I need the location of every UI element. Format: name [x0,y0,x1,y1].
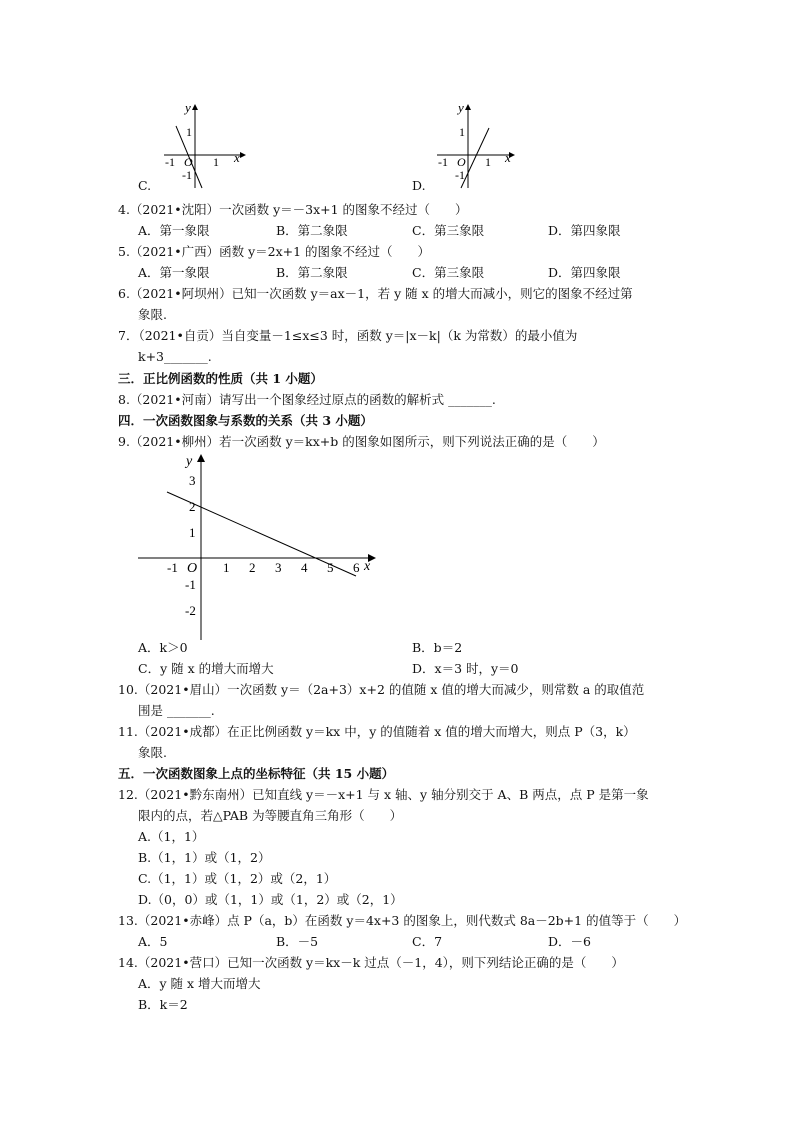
graph-q9-xtick-label: -1 [167,560,178,575]
graph-c-tick-neg1x: -1 [165,155,175,169]
graph-d-tick-neg1y: -1 [455,168,465,182]
section-4-heading: 四．一次函数图象与系数的关系（共 3 小题） [118,413,373,428]
q13-option-c: C．7 [412,934,443,949]
q9-option-b: B．b＝2 [412,640,463,655]
q7-line2: k+3_______. [138,349,212,364]
graph-q9-origin: O [187,561,198,576]
section-5-heading: 五．一次函数图象上点的坐标特征（共 15 小题） [118,766,395,781]
q11-line1: 11.（2021•成都）在正比例函数 y＝kx 中，y 的值随着 x 值的增大而增大，则点 P（3，k） [118,724,636,739]
graph-q9-y-arrow [197,454,205,462]
graph-q9-ytick-label: 3 [189,473,196,488]
graph-q9-y-label: y [186,454,193,469]
q13-option-d: D．－6 [548,934,591,949]
q5-option-b: B．第二象限 [276,265,348,280]
graph-d-origin: O [457,155,466,169]
graph-c-tick-1x: 1 [213,155,219,169]
q13-stem: 13.（2021•赤峰）点 P（a，b）在函数 y＝4x+3 的图象上，则代数式 8a－2b+1 的值等于（ ） [118,913,687,928]
graph-d-y-arrow [465,104,471,110]
graph-q9-xtick-label: 1 [223,560,230,575]
q8: 8.（2021•河南）请写出一个图象经过原点的函数的解析式 _______. [118,392,496,407]
q14-option-a: A．y 随 x 增大而增大 [138,976,261,991]
q12-option-c: C.（1，1）或（1，2）或（2，1） [138,871,337,886]
q9-option-c: C．y 随 x 的增大而增大 [138,661,274,676]
graph-d-tick-1x: 1 [485,155,491,169]
q4-option-b: B．第二象限 [276,223,348,238]
q12-line1: 12.（2021•黔东南州）已知直线 y＝－x+1 与 x 轴、y 轴分别交于 A、B 两点，点 P 是第一象 [118,787,649,802]
q7-line1: 7．（2021•自贡）当自变量－1≤x≤3 时，函数 y＝|x－k|（k 为常数）的最小值为 [118,328,578,343]
q5-option-d: D．第四象限 [548,265,621,280]
graph-d-y-label: y [458,100,464,115]
graph-q9-ytick-label: -2 [185,603,196,618]
q11-line2: 象限. [138,745,167,760]
graph-c-y-arrow [192,104,198,110]
q13-option-b: B．－5 [276,934,319,949]
graph-q9-xtick-label: 4 [301,560,308,575]
graph-q9-x-label: x [364,559,371,574]
graph-d-label: D. [412,178,426,193]
q9-option-a: A．k＞0 [138,640,188,655]
graph-q9-xtick-label: 3 [275,560,282,575]
q4-option-c: C．第三象限 [412,223,485,238]
graph-q9-xtick-label: 2 [249,560,256,575]
graph-c-origin: O [184,155,193,169]
graph-q9-ytick-label: 1 [189,525,196,540]
graph-q9-ytick-label: 2 [189,499,196,514]
graph-d-tick-1y: 1 [459,125,465,139]
q12-option-a: A.（1，1） [138,829,205,844]
graph-d-x-label: x [505,150,511,165]
q4-stem: 4.（2021•沈阳）一次函数 y＝－3x+1 的图象不经过（ ） [118,202,468,217]
graph-c-x-arrow [240,152,246,158]
q5-stem: 5.（2021•广西）函数 y＝2x+1 的图象不经过（ ） [118,244,431,259]
graph-q9-xtick-label: 5 [327,560,334,575]
q9-option-d: D．x＝3 时，y＝0 [412,661,519,676]
section-3-heading: 三．正比例函数的性质（共 1 小题） [118,371,323,386]
graph-c-y-label: y [185,100,191,115]
q10-line2: 围是 _______. [138,703,215,718]
q4-option-d: D．第四象限 [548,223,621,238]
q14-option-b: B．k＝2 [138,997,188,1012]
graph-c [160,100,250,190]
q4-option-a: A．第一象限 [138,223,210,238]
q9-stem: 9.（2021•柳州）若一次函数 y＝kx+b 的图象如图所示，则下列说法正确的是（ ） [118,434,605,449]
q12-line2: 限内的点，若△PAB 为等腰直角三角形（ ） [138,808,403,823]
graph-q9-ytick-label: -1 [185,577,196,592]
graph-q9 [130,450,380,645]
graph-d [433,100,523,190]
q6-line2: 象限. [138,307,167,322]
graph-d-tick-neg1x: -1 [438,155,448,169]
q12-option-d: D.（0，0）或（1，1）或（1，2）或（2，1） [138,892,403,907]
q13-option-a: A．5 [138,934,168,949]
graph-c-label: C. [138,178,152,193]
q10-line1: 10.（2021•眉山）一次函数 y＝（2a+3）x+2 的值随 x 值的增大而减少，则常数 a 的取值范 [118,682,645,697]
graph-c-tick-1y: 1 [186,125,192,139]
q12-option-b: B.（1，1）或（1，2） [138,850,271,865]
q5-option-c: C．第三象限 [412,265,485,280]
graph-q9-xtick-label: 6 [353,560,360,575]
graph-c-tick-neg1y: -1 [182,168,192,182]
q6-line1: 6.（2021•阿坝州）已知一次函数 y＝ax－1，若 y 随 x 的增大而减小，则它的图象不经过第 [118,286,633,301]
q5-option-a: A．第一象限 [138,265,210,280]
graph-c-x-label: x [234,150,240,165]
q14-stem: 14.（2021•营口）已知一次函数 y＝kx－k 过点（－1，4），则下列结论正确的是（ ） [118,955,624,970]
